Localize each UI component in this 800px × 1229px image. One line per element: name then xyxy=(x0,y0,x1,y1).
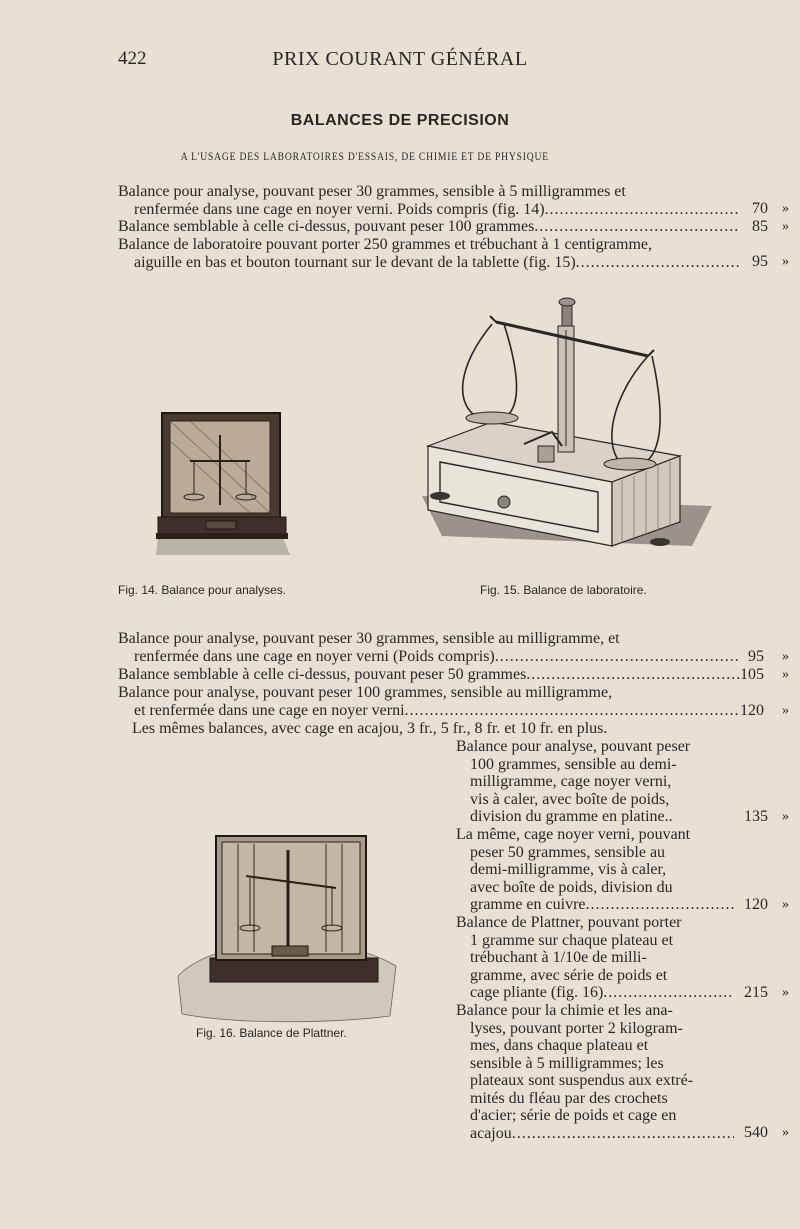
entry-line: Balance pour analyse, pouvant peser 30 grammes, sensible à 5 milligrammes et xyxy=(118,183,626,200)
ditto-mark: » xyxy=(782,985,789,1000)
price-entry: Balance pour analyse, pouvant peser 100 grammes, sensible au demi- milligramme, cage noyer verni, vis à caler, avec boîte de poids, division du gramme en platine.. xyxy=(456,738,691,825)
entry-price: 70 xyxy=(752,200,768,217)
price-entry: Balance pour la chimie et les ana- lyses, pouvant porter 2 kilogram- mes, dans chaque plateau et sensible à 5 milligrammes; les plateaux sont suspendus aux extré- mités du fléau par des crochets d'acier; série de poids et cage en acajou ..... xyxy=(456,1002,734,1142)
section-subtitle: A L'USAGE DES LABORATOIRES D'ESSAIS, DE CHIMIE ET DE PHYSIQUE xyxy=(180,149,549,163)
entry-price: 540 xyxy=(744,1124,768,1141)
page-number: 422 xyxy=(118,48,147,69)
entry-line-leader: Balance semblable à celle ci-dessus, pouvant peser 50 grammes ..... xyxy=(118,666,740,684)
entry-price: 95 xyxy=(748,648,764,665)
entry-line-leader: et renfermée dans une cage en noyer verni ..... xyxy=(118,702,740,720)
figure-caption: Fig. 16. Balance de Plattner. xyxy=(196,1026,347,1040)
ditto-mark: » xyxy=(782,809,789,824)
price-note: Les mêmes balances, avec cage en acajou, 3 fr., 5 fr., 8 fr. et 10 fr. en plus. xyxy=(132,720,608,737)
entry-price: 120 xyxy=(740,702,764,719)
running-title: PRIX COURANT GÉNÉRAL xyxy=(272,48,528,70)
figure-caption: Fig. 14. Balance pour analyses. xyxy=(118,583,287,597)
entry-line-leader: renfermée dans une cage en noyer verni (Poids compris) ..... xyxy=(118,648,740,666)
fig-16-illustration xyxy=(176,826,398,1024)
fig-15-illustration xyxy=(412,296,712,556)
ditto-mark: » xyxy=(782,897,789,912)
page-header xyxy=(0,48,800,72)
entry-line: Balance pour analyse, pouvant peser 100 grammes, sensible au milligramme, xyxy=(118,684,613,701)
entry-price: 105 xyxy=(740,666,764,683)
entry-price: 85 xyxy=(752,218,768,235)
price-entry xyxy=(118,183,740,218)
price-entry: La même, cage noyer verni, pouvant peser 50 grammes, sensible au demi-milligramme, vis à caler, avec boîte de poids, division du gramme en cuivre ..... xyxy=(456,826,734,914)
entry-line-leader: Balance semblable à celle ci-dessus, pouvant peser 100 grammes ..... xyxy=(118,218,740,236)
entry-line: Balance pour analyse, pouvant peser 30 grammes, sensible au milligramme, et xyxy=(118,630,620,647)
ditto-mark: » xyxy=(782,703,789,718)
ditto-mark: » xyxy=(782,649,789,664)
entry-line-leader: aiguille en bas et bouton tournant sur le devant de la tablette (fig. 15) ..... xyxy=(118,254,740,272)
fig-14-illustration xyxy=(150,405,290,565)
ditto-mark: » xyxy=(782,219,789,234)
entry-price: 95 xyxy=(752,253,768,270)
price-entry xyxy=(118,236,740,271)
ditto-mark: » xyxy=(782,1125,789,1140)
ditto-mark: » xyxy=(782,201,789,216)
entry-line: Balance de laboratoire pouvant porter 250 grammes et trébuchant à 1 centigramme, xyxy=(118,236,653,253)
price-entry xyxy=(118,666,740,684)
ditto-mark: » xyxy=(782,254,789,269)
figure-caption: Fig. 15. Balance de laboratoire. xyxy=(480,583,647,597)
entry-price: 215 xyxy=(744,984,768,1001)
price-entry xyxy=(118,630,740,665)
entry-price: 135 xyxy=(744,808,768,825)
entry-line-leader: renfermée dans une cage en noyer verni. Poids compris (fig. 14) ..... xyxy=(118,201,740,219)
price-entry: Balance de Plattner, pouvant porter 1 gramme sur chaque plateau et trébuchant à 1/10e de milli- gramme, avec série de poids et cage pliante (fig. 16) ..... xyxy=(456,914,734,1002)
ditto-mark: » xyxy=(782,667,789,682)
price-entry xyxy=(118,684,740,719)
section-title: BALANCES DE PRECISION xyxy=(290,112,510,129)
price-entry xyxy=(118,218,740,236)
entry-price: 120 xyxy=(744,896,768,913)
